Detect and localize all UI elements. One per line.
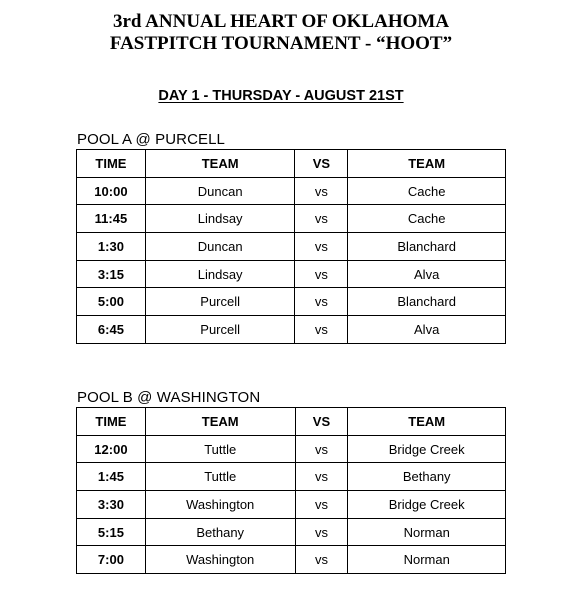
- vs-cell: vs: [295, 316, 348, 344]
- pool-a-schedule-table: [76, 149, 506, 344]
- table-row: [77, 435, 506, 463]
- column-header-team: TEAM: [145, 408, 295, 436]
- table-row: [77, 233, 506, 261]
- vs-cell: vs: [295, 518, 348, 546]
- home-team-cell: Purcell: [145, 288, 295, 316]
- vs-cell: vs: [295, 233, 348, 261]
- table-row: [77, 518, 506, 546]
- away-team-cell: Norman: [348, 546, 506, 574]
- away-team-cell: Norman: [348, 518, 506, 546]
- table-row: [77, 288, 506, 316]
- home-team-cell: Bethany: [145, 518, 295, 546]
- home-team-cell: Lindsay: [145, 205, 295, 233]
- vs-cell: vs: [295, 546, 348, 574]
- home-team-cell: Tuttle: [145, 463, 295, 491]
- table-row: [77, 463, 506, 491]
- away-team-cell: Cache: [348, 205, 506, 233]
- column-header-vs: VS: [295, 150, 348, 178]
- away-team-cell: Bethany: [348, 463, 506, 491]
- home-team-cell: Purcell: [145, 316, 295, 344]
- away-team-cell: Alva: [348, 316, 506, 344]
- game-time-cell: 12:00: [77, 435, 146, 463]
- game-time-cell: 10:00: [77, 177, 146, 205]
- table-header-row: [77, 150, 506, 178]
- game-time-cell: 3:30: [77, 491, 146, 519]
- away-team-cell: Blanchard: [348, 288, 506, 316]
- home-team-cell: Washington: [145, 546, 295, 574]
- pool-b-title: POOL B @ WASHINGTON: [77, 389, 261, 406]
- home-team-cell: Tuttle: [145, 435, 295, 463]
- game-time-cell: 11:45: [77, 205, 146, 233]
- table-row: [77, 177, 506, 205]
- table-row: [77, 316, 506, 344]
- away-team-cell: Cache: [348, 177, 506, 205]
- home-team-cell: Duncan: [145, 233, 295, 261]
- vs-cell: vs: [295, 491, 348, 519]
- game-time-cell: 1:45: [77, 463, 146, 491]
- away-team-cell: Blanchard: [348, 233, 506, 261]
- away-team-cell: Alva: [348, 260, 506, 288]
- game-time-cell: 5:15: [77, 518, 146, 546]
- away-team-cell: Bridge Creek: [348, 491, 506, 519]
- vs-cell: vs: [295, 435, 348, 463]
- home-team-cell: Washington: [145, 491, 295, 519]
- table-row: [77, 205, 506, 233]
- vs-cell: vs: [295, 205, 348, 233]
- document-title-line1: 3rd ANNUAL HEART OF OKLAHOMA: [112, 11, 450, 32]
- table-row: [77, 546, 506, 574]
- game-time-cell: 3:15: [77, 260, 146, 288]
- home-team-cell: Duncan: [145, 177, 295, 205]
- game-time-cell: 6:45: [77, 316, 146, 344]
- document-title-line2: FASTPITCH TOURNAMENT - “HOOT”: [109, 33, 453, 54]
- pool-a-title: POOL A @ PURCELL: [77, 131, 225, 148]
- vs-cell: vs: [295, 288, 348, 316]
- table-row: [77, 491, 506, 519]
- vs-cell: vs: [295, 177, 348, 205]
- home-team-cell: Lindsay: [145, 260, 295, 288]
- column-header-team: TEAM: [145, 150, 295, 178]
- game-time-cell: 7:00: [77, 546, 146, 574]
- vs-cell: vs: [295, 463, 348, 491]
- vs-cell: vs: [295, 260, 348, 288]
- away-team-cell: Bridge Creek: [348, 435, 506, 463]
- table-row: [77, 260, 506, 288]
- game-time-cell: 5:00: [77, 288, 146, 316]
- column-header-team: TEAM: [348, 408, 506, 436]
- column-header-time: TIME: [77, 150, 146, 178]
- game-time-cell: 1:30: [77, 233, 146, 261]
- column-header-team: TEAM: [348, 150, 506, 178]
- day-heading: DAY 1 - THURSDAY - AUGUST 21ST: [158, 88, 404, 104]
- column-header-time: TIME: [77, 408, 146, 436]
- column-header-vs: VS: [295, 408, 348, 436]
- pool-b-schedule-table: [76, 407, 506, 574]
- table-header-row: [77, 408, 506, 436]
